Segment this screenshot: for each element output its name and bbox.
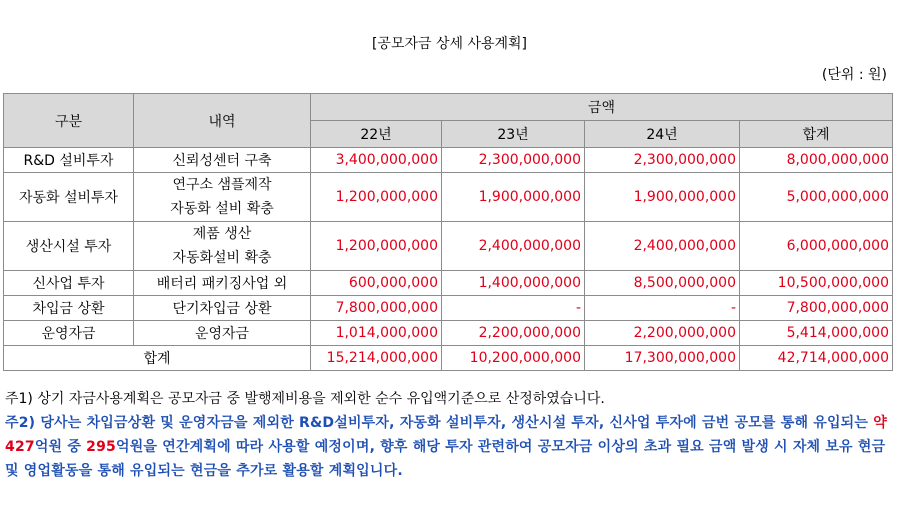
total-value-23: 10,200,000,000 — [442, 346, 585, 371]
total-value-22: 15,214,000,000 — [311, 346, 442, 371]
row-detail — [134, 173, 311, 222]
row-value-total: 5,414,000,000 — [740, 321, 893, 346]
row-value-24: 2,300,000,000 — [585, 148, 740, 173]
header-detail: 내역 — [134, 94, 311, 148]
row-value-22: 600,000,000 — [311, 271, 442, 296]
row-value-23: 1,900,000,000 — [442, 173, 585, 222]
row-value-22: 1,014,000,000 — [311, 321, 442, 346]
total-row — [4, 346, 893, 371]
row-detail-line: 자동화 설비 확충 — [170, 201, 274, 217]
row-category: R&D 설비투자 — [4, 148, 134, 173]
total-value-sum: 42,714,000,000 — [740, 346, 893, 371]
row-category: 차입금 상환 — [4, 296, 134, 321]
row-detail-line: 자동화설비 확충 — [172, 250, 272, 266]
row-value-23: 2,400,000,000 — [442, 222, 585, 271]
row-detail: 단기차입금 상환 — [134, 296, 311, 321]
table-row — [4, 296, 893, 321]
row-value-22: 1,200,000,000 — [311, 222, 442, 271]
row-value-24: 8,500,000,000 — [585, 271, 740, 296]
row-value-24: 1,900,000,000 — [585, 173, 740, 222]
row-value-22: 1,200,000,000 — [311, 173, 442, 222]
table-row — [4, 148, 893, 173]
row-detail-line: 제품 생산 — [192, 226, 252, 242]
footnotes — [5, 387, 895, 483]
footnote-2-text: 주2) 당사는 차입금상환 및 운영자금을 제외한 R&D설비투자, 자동화 설비투자, 생산시설 투자, 신사업 투자에 금번 공모를 통해 유입되는 — [5, 415, 874, 431]
row-value-23: 2,300,000,000 — [442, 148, 585, 173]
unit-label: (단위 : 원) — [821, 67, 887, 83]
header-year-24: 24년 — [585, 121, 740, 148]
fund-usage-table — [3, 93, 893, 371]
row-detail: 운영자금 — [134, 321, 311, 346]
row-value-total: 5,000,000,000 — [740, 173, 893, 222]
footnote-2-highlight-total: 약 427 — [5, 415, 887, 455]
row-value-22: 7,800,000,000 — [311, 296, 442, 321]
footnote-2-text: 억원을 연간계획에 따라 사용할 예정이며, 향후 해당 투자 관련하여 공모자금 이상의 초과 필요 금액 발생 시 자체 보유 현금 및 영업활동을 통해 유입되는 현금을 추가로 활용할 계획입니다. — [5, 439, 886, 479]
total-label: 합계 — [4, 346, 311, 371]
row-detail: 신뢰성센터 구축 — [134, 148, 311, 173]
footnote-1: 주1) 상기 자금사용계획은 공모자금 중 발행제비용을 제외한 순수 유입액기준으로 산정하였습니다. — [5, 391, 605, 407]
table-row — [4, 173, 893, 222]
row-value-total: 8,000,000,000 — [740, 148, 893, 173]
header-category: 구분 — [4, 94, 134, 148]
row-detail: 배터리 패키징사업 외 — [134, 271, 311, 296]
row-value-total: 7,800,000,000 — [740, 296, 893, 321]
row-detail — [134, 222, 311, 271]
row-detail-line: 연구소 샘플제작 — [172, 177, 272, 193]
header-year-22: 22년 — [311, 121, 442, 148]
table-row — [4, 222, 893, 271]
row-value-23: - — [442, 296, 585, 321]
table-row — [4, 321, 893, 346]
header-total: 합계 — [740, 121, 893, 148]
row-value-total: 6,000,000,000 — [740, 222, 893, 271]
footnote-2-text: 억원 중 — [34, 439, 87, 455]
footnote-2 — [5, 411, 895, 483]
row-value-23: 1,400,000,000 — [442, 271, 585, 296]
row-value-total: 10,500,000,000 — [740, 271, 893, 296]
total-value-24: 17,300,000,000 — [585, 346, 740, 371]
header-amount: 금액 — [311, 94, 893, 121]
header-year-23: 23년 — [442, 121, 585, 148]
table-row — [4, 271, 893, 296]
row-value-22: 3,400,000,000 — [311, 148, 442, 173]
row-value-24: - — [585, 296, 740, 321]
footnote-2-highlight-amount: 295 — [86, 439, 116, 455]
row-category: 운영자금 — [4, 321, 134, 346]
row-value-23: 2,200,000,000 — [442, 321, 585, 346]
row-category: 자동화 설비투자 — [4, 173, 134, 222]
row-category: 신사업 투자 — [4, 271, 134, 296]
row-value-24: 2,200,000,000 — [585, 321, 740, 346]
page-title: [공모자금 상세 사용계획] — [371, 36, 528, 52]
row-value-24: 2,400,000,000 — [585, 222, 740, 271]
row-category: 생산시설 투자 — [4, 222, 134, 271]
